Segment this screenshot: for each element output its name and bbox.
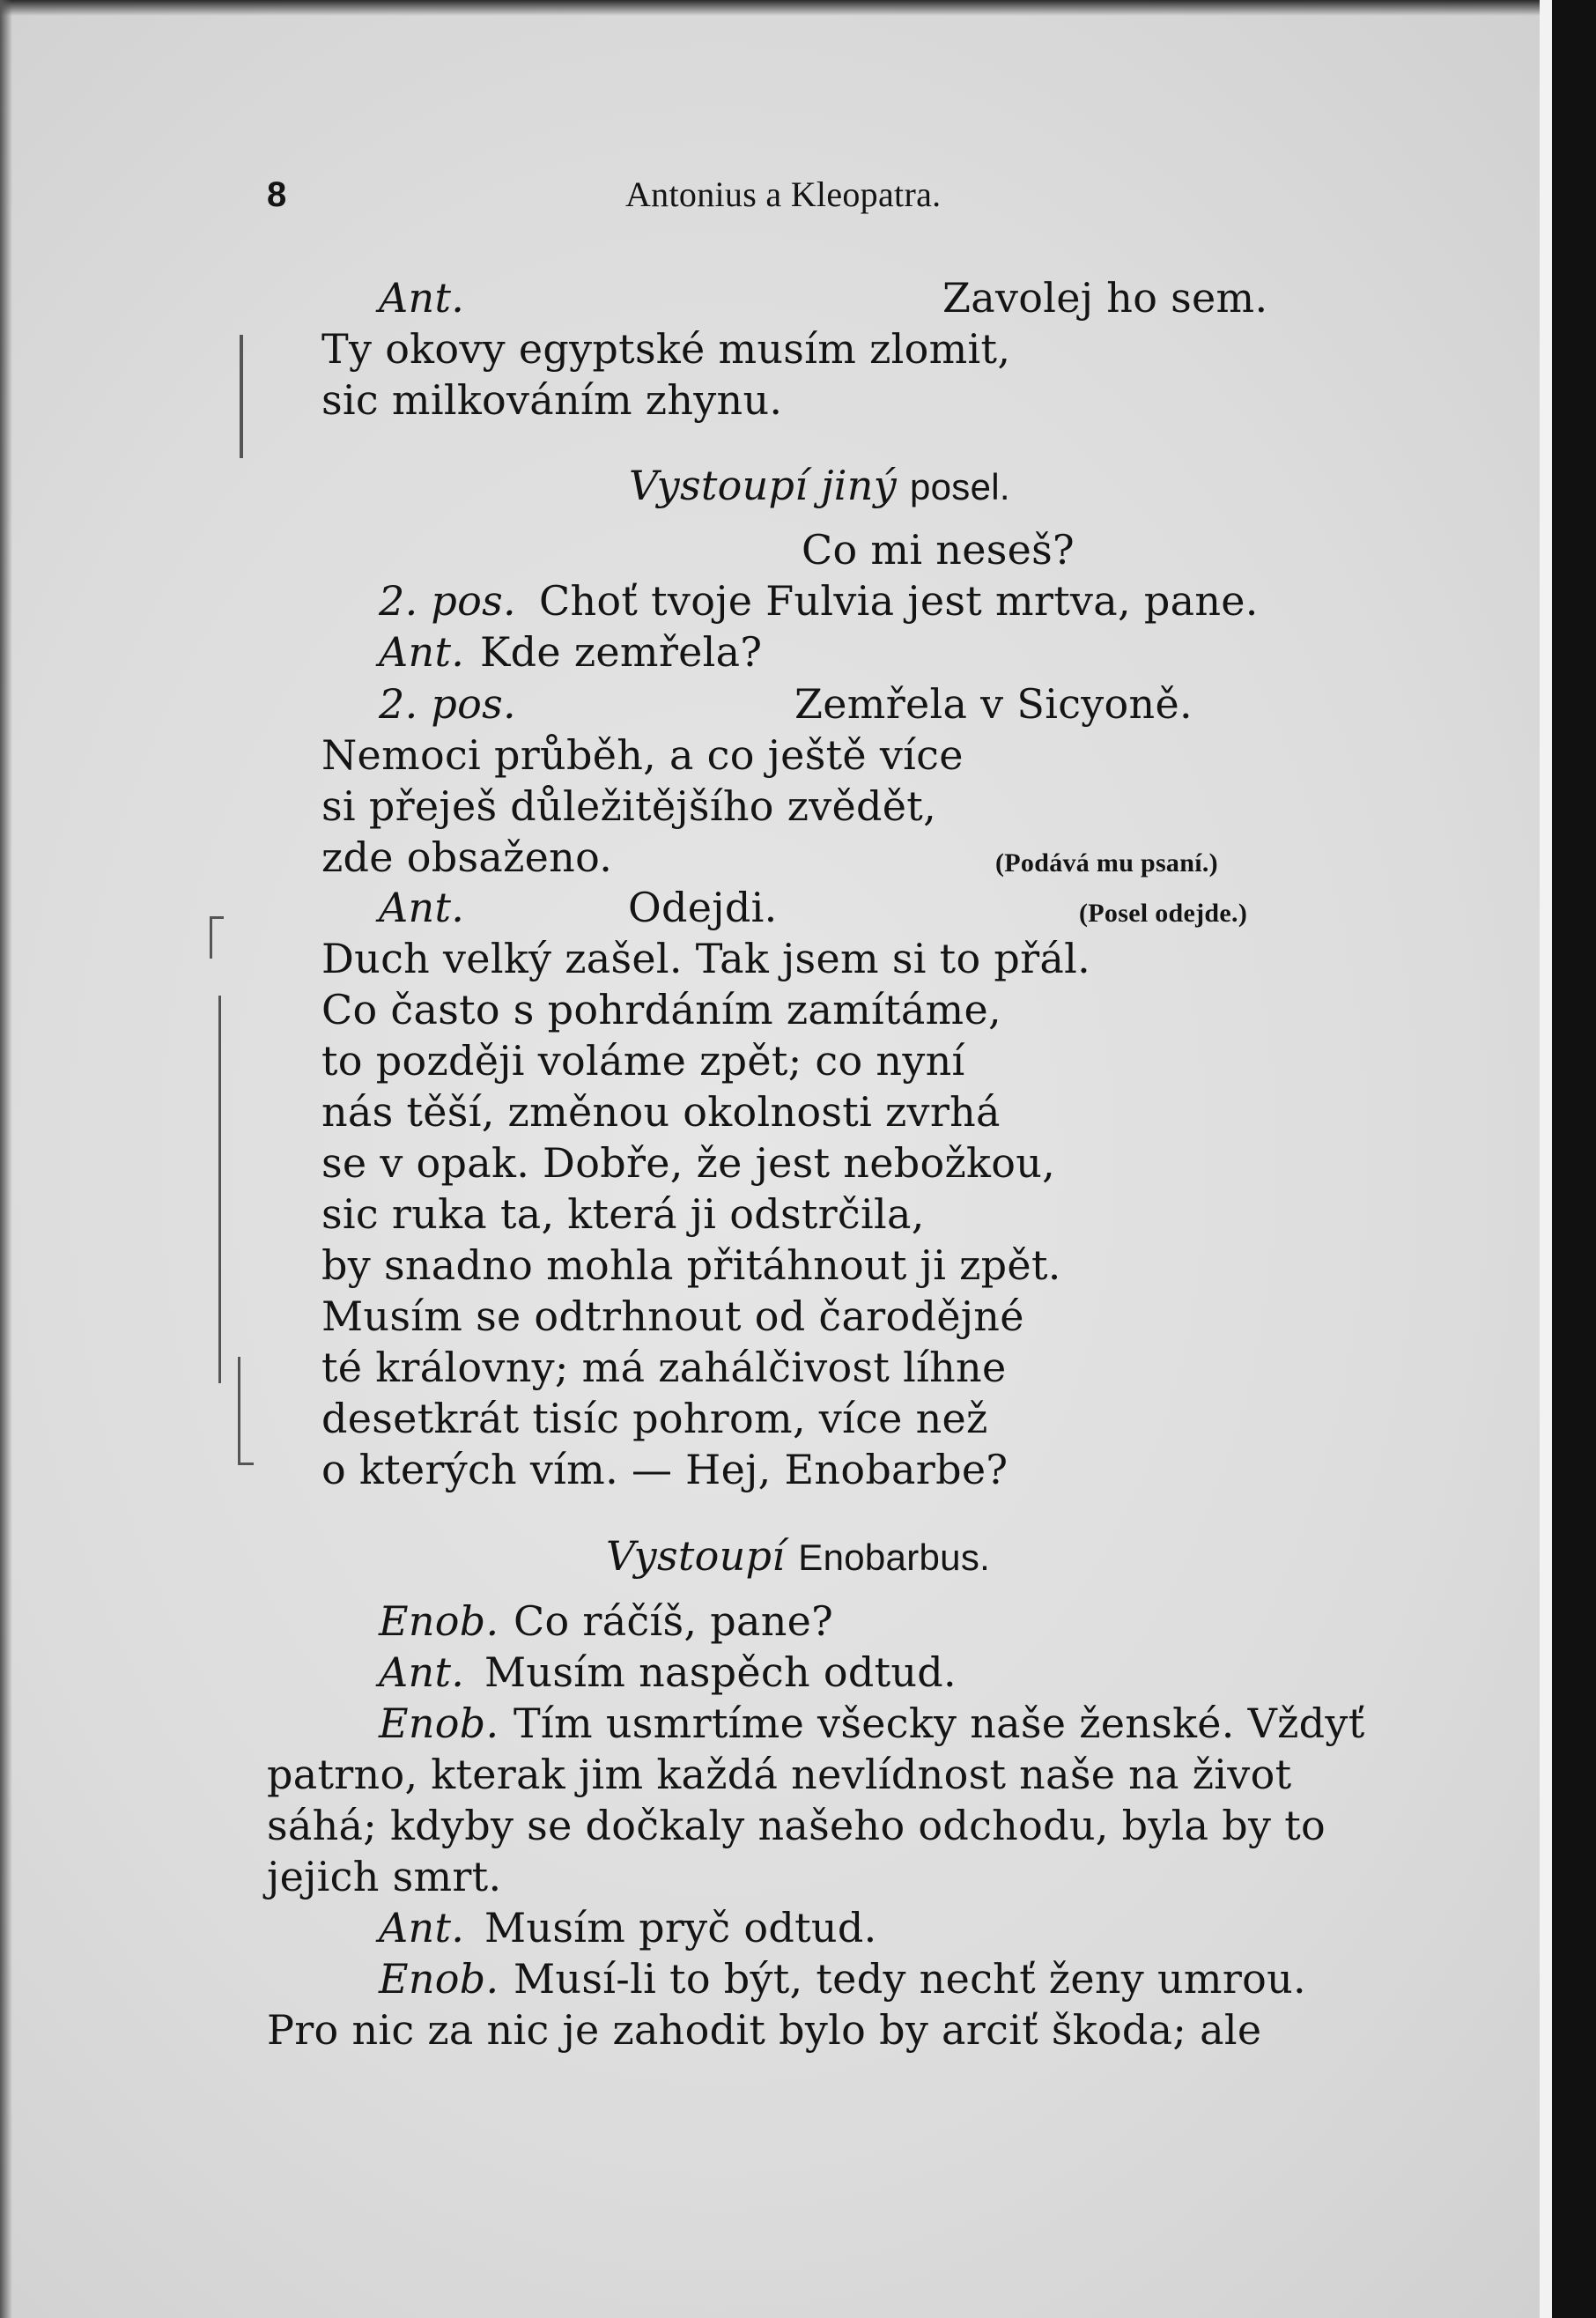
verse-line: Co často s pohrdáním zamítáme,: [321, 986, 1001, 1033]
prose-line: Musí-li to být, tedy nechť ženy umrou.: [514, 1955, 1306, 2003]
speaker: Ant.: [379, 1904, 465, 1951]
scan-edge-top: [0, 0, 1596, 16]
page-number: 8: [267, 175, 287, 214]
verse-line: Co mi neseš?: [802, 526, 1075, 574]
margin-mark: [218, 996, 221, 1383]
verse-line: Nemoci průběh, a co ještě více: [321, 731, 964, 779]
scan-edge-right: [1552, 0, 1596, 2318]
verse-line: Kde zemřela?: [480, 628, 763, 676]
margin-mark: [240, 335, 243, 458]
verse-line: sic milkováním zhynu.: [321, 376, 783, 424]
verse-line: Odejdi.: [628, 884, 778, 931]
prose-line: Tím usmrtíme všecky naše ženské. Vždyť: [514, 1700, 1365, 1747]
running-title: Antonius a Kleopatra.: [625, 174, 942, 214]
speaker: Ant.: [379, 628, 465, 676]
verse-line: Musím naspěch odtud.: [484, 1648, 957, 1696]
verse-line: Zavolej ho sem.: [942, 274, 1268, 322]
verse-line: Co ráčíš, pane?: [514, 1597, 834, 1645]
stage-direction: [629, 463, 1010, 510]
stage-verb: Vystoupí: [606, 1532, 786, 1580]
margin-mark: [210, 916, 212, 959]
speaker: Ant.: [379, 274, 465, 322]
speaker: Ant.: [379, 1648, 465, 1696]
scan-edge-gap: [1540, 0, 1552, 2318]
verse-line: o kterých vím. — Hej, Enobarbe?: [321, 1446, 1009, 1493]
speaker: Enob.: [379, 1597, 499, 1645]
verse-line: nás těší, změnou okolnosti zvrhá: [321, 1088, 1001, 1136]
prose-line: jejich smrt.: [267, 1853, 502, 1900]
verse-line: Ty okovy egyptské musím zlomit,: [321, 325, 1011, 373]
speaker: Ant.: [379, 884, 465, 931]
verse-line: sic ruka ta, která ji odstrčila,: [321, 1190, 925, 1238]
verse-line: Zemřela v Sicyoně.: [794, 680, 1193, 728]
stage-verb: Vystoupí jiný: [629, 462, 898, 509]
verse-line: si přeješ důležitějšího zvědět,: [321, 782, 937, 830]
prose-line: patrno, kterak jim každá nevlídnost naše na život: [267, 1751, 1292, 1798]
speaker: 2. pos.: [379, 680, 516, 728]
verse-line: Musím se odtrhnout od čarodějné: [321, 1292, 1024, 1340]
prose-line: sáhá; kdyby se dočkaly našeho odchodu, byla by to: [267, 1802, 1326, 1849]
margin-mark: [238, 1357, 240, 1463]
prose-line: Pro nic za nic je zahodit bylo by arciť škoda; ale: [267, 2006, 1262, 2054]
stage-subject: posel.: [909, 466, 1010, 507]
verse-line: té královny; má zahálčivost líhne: [321, 1344, 1007, 1391]
speaker: Enob.: [379, 1700, 499, 1747]
verse-line: Choť tvoje Fulvia jest mrtva, pane.: [539, 577, 1259, 625]
verse-line: by snadno mohla přitáhnout ji zpět.: [321, 1241, 1061, 1289]
verse-line: Duch velký zašel. Tak jsem si to přál.: [321, 935, 1091, 982]
verse-line: desetkrát tisíc pohrom, více než: [321, 1395, 988, 1442]
verse-line: to později voláme zpět; co nyní: [321, 1037, 965, 1085]
stage-note: (Podává mu psaní.): [995, 848, 1218, 878]
stage-note: (Posel odejde.): [1079, 899, 1248, 928]
verse-line: zde obsaženo.: [321, 833, 613, 881]
stage-direction: [606, 1533, 990, 1581]
verse-line: se v opak. Dobře, že jest nebožkou,: [321, 1139, 1056, 1187]
margin-mark: [238, 1463, 254, 1465]
speaker: Enob.: [379, 1955, 499, 2003]
scan-edge-left: [0, 0, 12, 2318]
prose-line: Musím pryč odtud.: [484, 1904, 877, 1951]
speaker: 2. pos.: [379, 577, 516, 625]
margin-mark: [210, 916, 224, 919]
stage-subject: Enobarbus.: [798, 1537, 991, 1578]
